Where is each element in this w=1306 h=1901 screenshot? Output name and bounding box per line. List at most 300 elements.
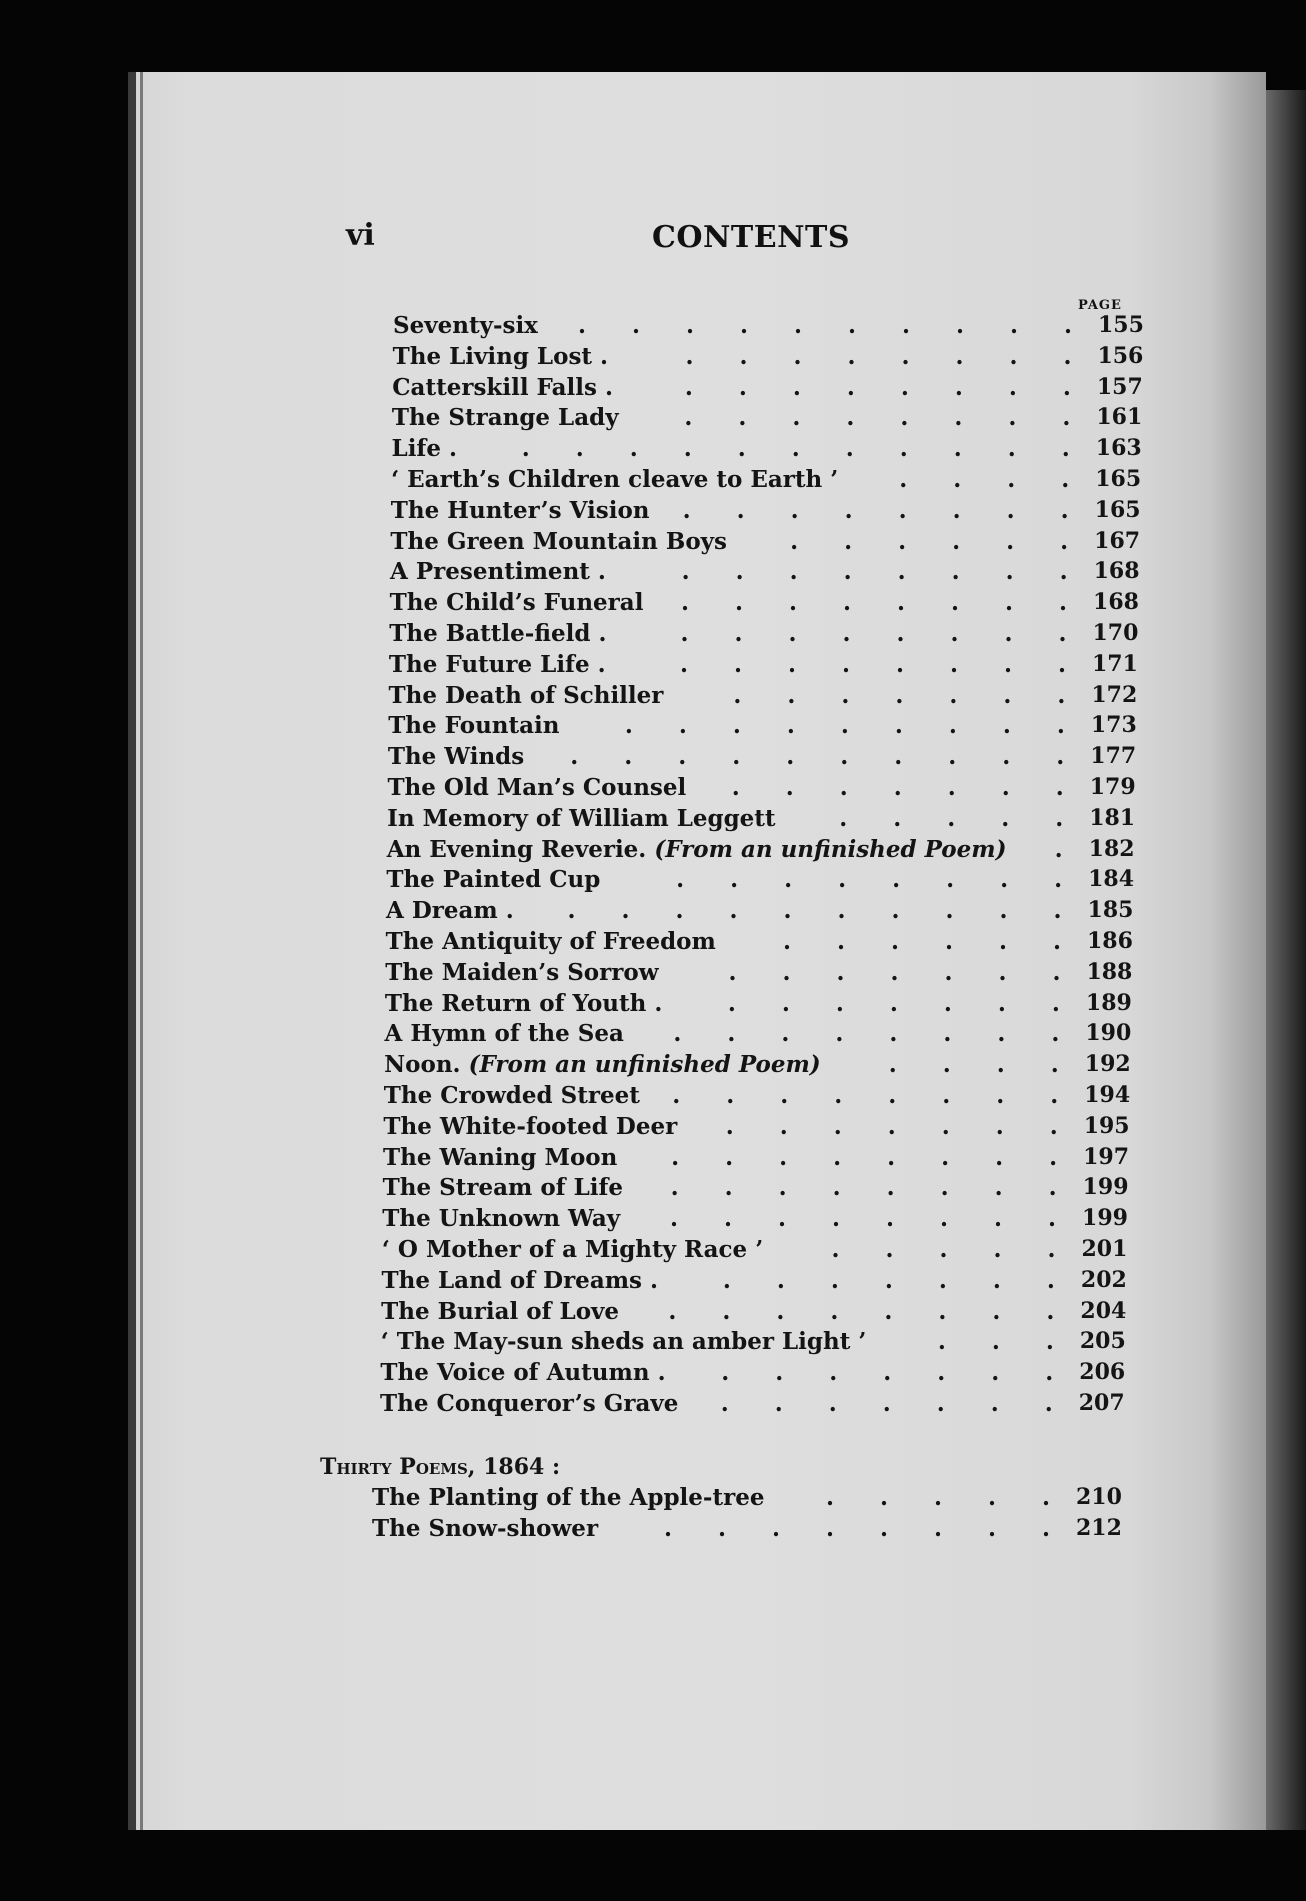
dot-leader: . [1048,1205,1057,1233]
dot-leader: . [890,958,899,986]
dot-leader: . [1057,650,1066,678]
dot-leader: . [992,1297,1001,1325]
toc-entry-title [390,558,606,585]
dot-leader: . [843,589,852,617]
toc-entry-page: 165 [1095,466,1142,492]
dot-leader: . [844,527,853,555]
dot-leader: . [783,897,792,925]
section-heading [320,1454,560,1480]
toc-entry-title-text: ‘ The May-sun sheds an amber Light ’ [380,1328,867,1356]
dot-leader: . [1051,1020,1060,1048]
toc-entry-title [388,743,524,770]
dot-leader: . [670,1174,679,1202]
toc-entry-page: 155 [1098,312,1144,338]
toc-entry-title-text: The Strange Lady [391,404,619,432]
toc-entry-title [382,1267,659,1294]
toc-entry-title-text: The Fountain [388,712,560,740]
toc-entry-title-text: The Living Lost . [392,342,609,370]
toc-entry-page: 161 [1096,404,1143,431]
dot-leader: . [664,1514,673,1542]
dot-leader: . [1056,712,1065,740]
toc-entry-title [386,928,716,955]
dot-leader: . [996,1082,1005,1109]
dot-leader: . [896,620,905,647]
dot-leader: . [1051,989,1060,1017]
toc-entry-page: 202 [1080,1266,1127,1293]
dot-leader: . [683,435,692,463]
dot-leader: . [621,897,630,925]
dot-leader: . [1006,527,1015,555]
dot-leader: . [898,496,907,524]
dot-leader: . [624,712,633,740]
dot-leader: . [996,1051,1005,1079]
dot-leader: . [1054,835,1063,863]
dot-leader: . [840,743,849,771]
toc-entry [384,1051,1145,1081]
dot-leader: . [1007,466,1016,493]
toc-entry-title-text: The Waning Moon [383,1143,618,1171]
dot-leader: . [942,1082,951,1109]
dot-leader: . [841,650,850,678]
dot-leader: . [1045,1328,1054,1356]
dot-leader: . [1042,1484,1051,1511]
dot-leader: . [680,620,689,647]
toc-entry-title [391,497,650,524]
dot-leader: . [998,958,1007,986]
toc-entry [381,1328,1140,1358]
dot-leader: . [893,774,902,801]
dot-leader: . [840,712,849,740]
toc-entry-title [392,435,457,462]
dot-leader: . [671,1143,680,1171]
dot-leader: . [893,804,902,832]
toc-entry-page: 179 [1089,774,1136,800]
dot-leader: . [934,1514,943,1542]
dot-leader: . [575,435,584,463]
toc-entry-title [372,1515,598,1542]
toc-entry-page: 163 [1095,435,1142,462]
dot-leader: . [1008,373,1017,401]
dot-leader: . [1046,1266,1055,1294]
dot-leader: . [995,1112,1004,1140]
dot-leader: . [888,1051,897,1079]
dot-leader: . [951,558,960,586]
toc-entry-title [389,682,664,709]
dot-leader: . [791,435,800,463]
toc-entry-title-text: The Antiquity of Freedom [385,928,716,955]
dot-leader: . [790,527,799,555]
toc-entry [381,1298,1140,1328]
toc-entry-title [385,959,658,986]
toc-entry-page: 197 [1083,1143,1130,1170]
toc-entry-title [393,343,608,370]
toc-entry-title [381,1298,619,1325]
toc-entry-page: 170 [1092,620,1139,646]
dot-leader: . [953,435,962,463]
toc-entry-title-text: A Dream . [385,897,514,925]
page-fore-edge-shadow [1266,90,1306,1830]
dot-leader: . [722,1266,731,1294]
toc-entry-title-text: The Crowded Street [383,1082,640,1109]
dot-leader: . [1005,589,1014,617]
dot-leader: . [899,435,908,463]
dot-leader: . [675,897,684,925]
toc-entry-page: 165 [1094,496,1141,523]
dot-leader: . [1052,928,1061,955]
toc-entry-page: 156 [1097,342,1144,369]
dot-leader: . [895,681,904,709]
toc-entry-page: 199 [1082,1205,1128,1232]
dot-leader: . [892,866,901,894]
toc-entry [385,959,1146,989]
dot-leader: . [1009,342,1018,370]
dot-leader: . [734,620,743,647]
toc-entry-title [382,1205,620,1232]
dot-leader: . [778,1205,787,1233]
dot-leader: . [739,342,748,370]
toc-entry [389,620,1152,650]
dot-leader: . [779,1143,788,1171]
dot-leader: . [1008,404,1017,432]
dot-leader: . [732,712,741,740]
toc-entry-title-text: The Future Life . [388,650,606,678]
dot-leader: . [724,1205,733,1233]
dot-leader: . [951,589,960,617]
toc-entry-title [389,651,606,678]
toc-entry-title-text: A Hymn of the Sea [384,1020,624,1048]
dot-leader: . [1063,342,1072,370]
dot-leader: . [848,312,857,339]
dot-leader: . [900,373,909,401]
toc-entry-page: 157 [1096,373,1143,400]
dot-leader: . [897,589,906,617]
dot-leader: . [784,866,793,894]
toc-entry-title-text: In Memory of William Leggett [387,804,776,832]
dot-leader: . [682,496,691,524]
toc-entry [386,866,1148,896]
toc-entry-title-text: Catterskill Falls . [392,373,613,401]
dot-leader: . [938,1266,947,1294]
toc-entry [383,1113,1143,1143]
dot-leader: . [1000,866,1009,894]
page-number-roman: vi [346,218,375,253]
dot-leader: . [1061,466,1070,493]
dot-leader: . [940,1205,949,1233]
dot-leader: . [952,527,961,555]
dot-leader: . [678,712,687,740]
dot-leader: . [521,435,530,463]
dot-leader: . [781,1020,790,1048]
toc-entry-title [386,866,600,893]
dot-leader: . [947,804,956,832]
dot-leader: . [786,712,795,740]
toc-entry [386,928,1147,958]
toc-entry-title-text: ‘ Earth’s Children cleave to Earth ’ [391,466,839,493]
dot-leader: . [775,1359,784,1387]
toc-entry-title [382,1236,763,1263]
dot-leader: . [952,496,961,524]
dot-leader: . [1007,435,1016,463]
dot-leader: . [721,1359,730,1387]
dot-leader: . [1062,404,1071,432]
dot-leader: . [727,1020,736,1048]
dot-leader: . [831,1236,840,1263]
toc-entry-page: 207 [1078,1390,1125,1416]
dot-leader: . [681,589,690,617]
toc-entry-page: 192 [1084,1051,1131,1078]
toc-entry-page: 168 [1093,558,1140,585]
dot-leader: . [722,1297,731,1325]
dot-leader: . [949,681,958,709]
dot-leader: . [570,743,579,771]
dot-leader: . [1004,620,1013,647]
dot-leader: . [939,1236,948,1263]
toc-entry-title-text: An Evening Reverie. [386,835,647,863]
toc-entry [389,682,1152,712]
toc-entry-page: 171 [1091,650,1138,677]
dot-leader: . [731,774,740,801]
dot-leader: . [839,774,848,801]
dot-leader: . [730,866,739,894]
dot-leader: . [842,620,851,647]
dot-leader: . [882,1390,891,1417]
section-heading-text: Thirty Poems, 1864 : [320,1454,561,1480]
dot-leader: . [1050,1051,1059,1079]
dot-leader: . [954,404,963,432]
dot-leader: . [838,866,847,894]
toc-entry-title [385,990,663,1017]
dot-leader: . [782,928,791,955]
dot-leader: . [885,1236,894,1263]
toc-entry [392,435,1156,465]
toc-entry-page: 185 [1087,897,1134,924]
dot-leader: . [936,1390,945,1417]
toc-entry-page: 212 [1076,1514,1122,1541]
dot-leader: . [676,866,685,894]
toc-entry [387,836,1149,866]
dot-leader: . [776,1266,785,1294]
dot-leader: . [835,1020,844,1048]
dot-leader: . [887,1112,896,1140]
page-column-label: PAGE [1078,298,1122,313]
toc-entry-title [380,1359,665,1386]
toc-entry [387,774,1149,804]
dot-leader: . [737,435,746,463]
dot-leader: . [1005,558,1014,586]
toc-entry-page: 177 [1090,743,1137,770]
dot-leader: . [888,1082,897,1109]
toc-entry-title [387,836,1007,863]
dot-leader: . [894,743,903,771]
toc-entry-page: 210 [1076,1484,1122,1510]
dot-leader: . [1002,743,1011,771]
toc-entry-page: 199 [1082,1174,1129,1201]
toc-entry [383,1174,1143,1204]
dot-leader: . [988,1514,997,1542]
dot-leader: . [829,1359,838,1387]
dot-leader: . [883,1359,892,1387]
toc-entry-page: 204 [1080,1297,1127,1324]
dot-leader: . [787,650,796,678]
dot-leader: . [955,342,964,370]
dot-leader: . [830,1297,839,1325]
dot-leader: . [681,558,690,586]
dot-leader: . [772,1514,781,1542]
dot-leader: . [988,1484,997,1511]
dot-leader: . [841,681,850,709]
toc-entry-title [383,1113,677,1140]
page-title: CONTENTS [652,220,851,255]
dot-leader: . [1059,589,1068,617]
toc-entry-title-text: The Stream of Life [382,1174,624,1202]
dot-leader: . [1061,435,1070,463]
toc-entry-title [392,374,613,401]
toc-entry-title-text: Life . [391,435,457,463]
dot-leader: . [736,496,745,524]
dot-leader: . [943,1020,952,1048]
dot-leader: . [794,312,803,339]
dot-leader: . [946,866,955,894]
toc-entry-title-text: The Winds [387,743,525,771]
dot-leader: . [632,312,641,339]
dot-leader: . [670,1205,679,1233]
dot-leader: . [629,435,638,463]
dot-leader: . [1064,312,1073,339]
toc-entry-title [381,1328,867,1355]
toc-entry-title [384,1020,623,1047]
toc-entry [390,528,1154,558]
toc-entry-title-text: The Child’s Funeral [389,589,644,617]
dot-leader: . [782,958,791,986]
dot-leader: . [1049,1143,1058,1171]
dot-leader: . [686,312,695,339]
dot-leader: . [1055,804,1064,832]
toc-entry-title-text: Seventy-six [393,312,538,339]
dot-leader: . [673,1020,682,1048]
dot-leader: . [1001,774,1010,801]
toc-entry [392,404,1156,434]
dot-leader: . [830,1266,839,1294]
toc-entry-title [383,1174,623,1201]
dot-leader: . [1044,1390,1053,1417]
toc-entry [388,743,1150,773]
dot-leader: . [685,342,694,370]
dot-leader: . [953,466,962,493]
toc-entry-title [392,404,619,431]
toc-entry-page: 201 [1081,1236,1128,1262]
dot-leader: . [902,312,911,339]
dot-leader: . [880,1484,889,1511]
dot-leader: . [898,527,907,555]
toc-entry [383,1144,1143,1174]
dot-leader: . [839,804,848,832]
toc-entry-title [389,620,606,647]
dot-leader: . [733,681,742,709]
dot-leader: . [948,712,957,740]
dot-leader: . [789,589,798,617]
dot-leader: . [724,1174,733,1202]
toc-entry-page: 167 [1094,527,1141,554]
toc-entry-title-text: The Painted Cup [386,866,601,894]
page-gutter-shadow [128,72,136,1830]
dot-leader: . [1045,1359,1054,1387]
dot-leader: . [949,650,958,678]
dot-leader: . [1052,958,1061,986]
dot-leader: . [941,1143,950,1171]
dot-leader: . [992,1266,1001,1294]
dot-leader: . [832,1205,841,1233]
dot-leader: . [901,342,910,370]
dot-leader: . [997,989,1006,1017]
dot-leader: . [727,989,736,1017]
dot-leader: . [738,404,747,432]
toc-entry-title [386,897,514,924]
toc-entry-page: 205 [1079,1328,1126,1355]
dot-leader: . [1055,774,1064,801]
dot-leader: . [733,650,742,678]
dot-leader: . [678,743,687,771]
toc-entry [372,1484,1136,1514]
dot-leader: . [891,897,900,925]
dot-leader: . [1060,496,1069,524]
dot-leader: . [725,1112,734,1140]
toc-entry-title-text: ‘ O Mother of a Mighty Race ’ [381,1236,764,1263]
dot-leader: . [880,1514,889,1542]
toc-entry-title-text: The Land of Dreams . [381,1266,659,1294]
dot-leader: . [990,1390,999,1417]
dot-leader: . [999,897,1008,925]
toc-entry-page: 181 [1089,804,1136,831]
toc-entry-title [383,1144,617,1171]
toc-entry-title [387,774,686,801]
toc-entry-title-text: The Planting of the Apple-tree [372,1484,765,1511]
dot-leader: . [895,650,904,678]
dot-leader: . [787,681,796,709]
dot-leader: . [789,558,798,586]
dot-leader: . [945,897,954,925]
toc-entry-title-text: The Return of Youth . [384,989,663,1017]
dot-leader: . [845,435,854,463]
toc-entry-title-text: The Burial of Love [381,1297,620,1325]
toc-entry-title [393,312,538,339]
toc-entry-page: 172 [1091,681,1138,708]
dot-leader: . [843,558,852,586]
dot-leader: . [786,743,795,771]
toc-entry [388,712,1151,742]
dot-leader: . [793,342,802,370]
dot-leader: . [900,404,909,432]
dot-leader: . [944,928,953,955]
dot-leader: . [624,743,633,771]
dot-leader: . [792,404,801,432]
dot-leader: . [886,1174,895,1202]
toc-entry-title [388,712,559,739]
dot-leader: . [944,958,953,986]
dot-leader: . [1048,1174,1057,1202]
toc-entry-title [384,1051,821,1078]
toc-entry [380,1359,1139,1389]
dot-leader: . [846,373,855,401]
dot-leader: . [1059,558,1068,586]
toc-entry-title-text: The Battle-field . [389,620,607,647]
dot-leader: . [954,373,963,401]
toc-entry-title-text: The White-footed Deer [383,1112,678,1140]
dot-leader: . [684,373,693,401]
dot-leader: . [826,1514,835,1542]
dot-leader: . [833,1143,842,1171]
dot-leader: . [732,743,741,771]
toc-entry-title [387,805,775,832]
